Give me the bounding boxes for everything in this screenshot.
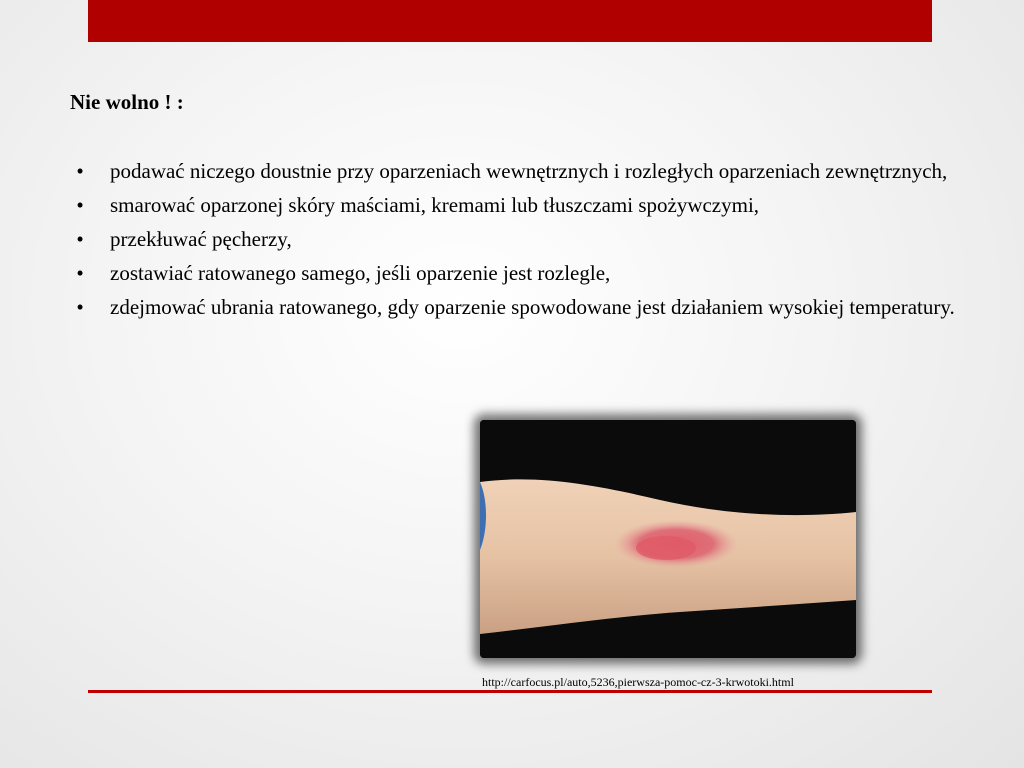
burned-forearm-photo: [480, 420, 856, 658]
bullet-text: podawać niczego doustnie przy oparzeniach wewnętrznych i rozległych oparzeniach zewnętrznych,: [110, 159, 948, 183]
list-item: [70, 154, 986, 188]
bullet-icon: •: [76, 227, 84, 251]
bullet-icon: •: [76, 193, 84, 217]
slide-heading: Nie wolno ! :: [70, 90, 184, 114]
bullet-text: zostawiać ratowanego samego, jeśli oparzenie jest rozlegle,: [110, 261, 611, 285]
bullet-icon: •: [76, 159, 84, 183]
list-item: [70, 290, 986, 324]
list-item: [70, 256, 986, 290]
bullet-icon: •: [76, 261, 84, 285]
bullet-text: zdejmować ubrania ratowanego, gdy oparzenie spowodowane jest działaniem wysokiej temperatury.: [110, 295, 955, 319]
list-item: [70, 188, 986, 222]
list-item: [70, 222, 986, 256]
bullet-icon: •: [76, 295, 84, 319]
top-accent-bar: [88, 0, 932, 42]
bullet-text: smarować oparzonej skóry maściami, kremami lub tłuszczami spożywczymi,: [110, 193, 760, 217]
bottom-rule: [88, 690, 932, 693]
bullet-list: [70, 154, 986, 324]
image-source-caption: http://carfocus.pl/auto,5236,pierwsza-pomoc-cz-3-krwotoki.html: [482, 675, 794, 689]
bullet-text: przekłuwać pęcherzy,: [110, 227, 292, 251]
